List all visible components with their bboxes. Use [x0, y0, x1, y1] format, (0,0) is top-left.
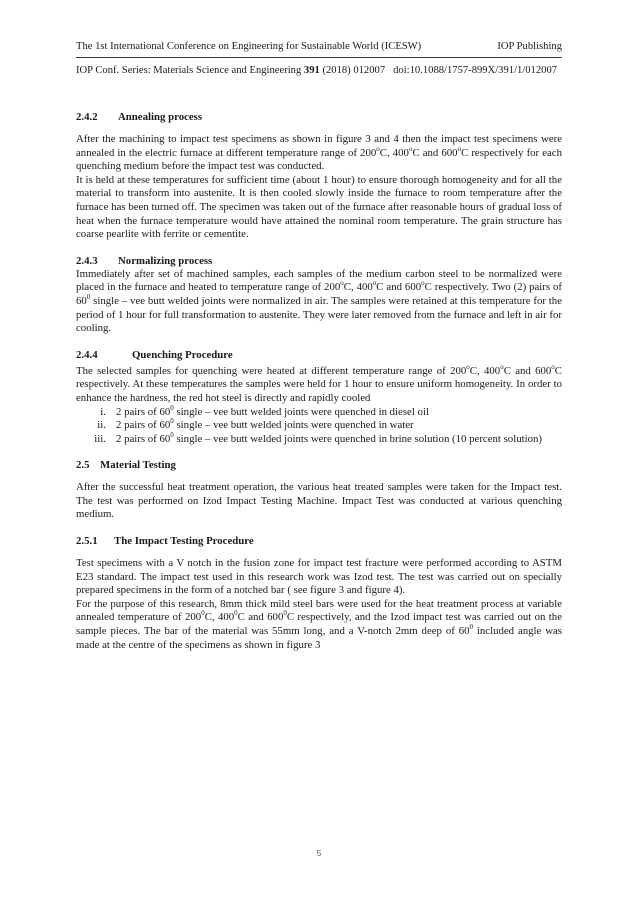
header-rule — [76, 57, 562, 58]
list-item: i. 2 pairs of $60^0$ single – vee butt welded joints were quenched in diesel oil — [100, 403, 429, 418]
paragraph: After the successful heat treatment operation, the various heat treated samples were taken for the Impact test. The test was performed on Izod Impact Testing Machine. Impact Test was conducted at various quenching medium. — [76, 481, 562, 521]
list-item: ii. 2 pairs of $60^0$ single – vee butt welded joints were quenched in water — [97, 417, 414, 432]
article-number: (2018) 012007 — [319, 65, 386, 76]
paragraph: Immediately after set of machined samples, each samples of the medium carbon steel to be normalized were placed in the furnace and heated to temperature range of 200$^o$C, 400$^o$C and 600$^o$C respectively. Two (2) pairs of $60^0$ single – vee butt welded joints were normalized in air. The samples were retained at this temperature for the period of 1 hour for full transformation to austenite. They were later removed from the furnace and left in air for cooling. — [76, 267, 563, 335]
section-heading-2-4-4 — [76, 348, 562, 362]
conference-name: The 1st International Conference on Engineering for Sustainable World (ICESW) — [76, 41, 422, 52]
running-header — [76, 40, 562, 53]
paragraph: It is held at these temperatures for sufficient time (about 1 hour) to ensure thorough homogeneity and for all the material to transform into austenite. It is then cooled slowly inside the furnace to room temperature after the furnace has been turned off. The specimen was taken out of the furnace after reasonable hours of gradual loss of heat when the furnace temperature would have attained the nominal room temperature. The grain structure has coarse pearlite with ferrite or cementite. — [76, 173, 562, 241]
section-number: 2.4.2 — [76, 111, 98, 123]
body-text — [76, 110, 562, 652]
section-heading-2-5 — [76, 458, 562, 472]
section-title: Quenching Procedure — [132, 348, 233, 361]
volume-number: 391 — [303, 65, 320, 76]
section-title: Normalizing process — [118, 254, 213, 267]
citation-line — [76, 64, 562, 77]
paragraph: Test specimens with a V notch in the fusion zone for impact test fracture were performed according to ASTM E23 standard. The impact test used in this research work was Izod test. The test was carried out on specially prepared specimens in the form of a notched bar ( see figure 3 and figure 4). — [76, 557, 562, 597]
list-item: iii. 2 pairs of $60^0$ single – vee butt welded joints were quenched in brine solution (10 percent solution) — [94, 430, 542, 445]
publisher-name: IOP Publishing — [497, 41, 562, 52]
quenching-list — [76, 403, 562, 447]
section-title: Material Testing — [100, 459, 176, 472]
section-heading-2-4-3 — [76, 254, 562, 268]
series-name: IOP Conf. Series: Materials Science and Engineering — [76, 65, 304, 76]
section-number: 2.5 — [76, 459, 90, 472]
section-title: Annealing process — [118, 111, 203, 123]
section-number: 2.4.4 — [76, 348, 98, 361]
paragraph: For the purpose of this research, 8mm thick mild steel bars were used for the heat treatment process at variable annealed temperature of $200^0C$, $400^0C$ and $600^0C$ respectively, and the Izod impact test was carried out on the sample pieces. The bar of the material was 55mm long, and a V-notch 2mm deep of $60^0$ included angle was made at the centre of the specimens as shown in figure 3 — [76, 597, 562, 651]
section-heading-2-4-2 — [76, 110, 562, 124]
section-heading-2-5-1 — [76, 534, 562, 548]
section-number: 2.5.1 — [76, 535, 98, 548]
paragraph: After the machining to impact test specimens as shown in figure 3 and 4 then the impact test specimens were annealed in the electric furnace at different temperature range of 200$^o$C, 400$^o$C and 600$^o$C respectively for each quenching medium before the impact test was conducted. — [76, 133, 562, 173]
doi-text: doi:10.1088/1757-899X/391/1/012007 — [393, 65, 558, 76]
section-number: 2.4.3 — [76, 254, 98, 267]
page-number: 5 — [316, 848, 322, 858]
section-title: The Impact Testing Procedure — [114, 535, 254, 548]
paragraph: The selected samples for quenching were heated at different temperature range of 200$^o$C, 400$^o$C and 600$^o$C respectively. At these temperatures the samples were held for 1 hour to ensure uniform homogeneity. In order to enhance the hardness, the red hot steel is directly and rapidly cooled — [76, 362, 562, 404]
